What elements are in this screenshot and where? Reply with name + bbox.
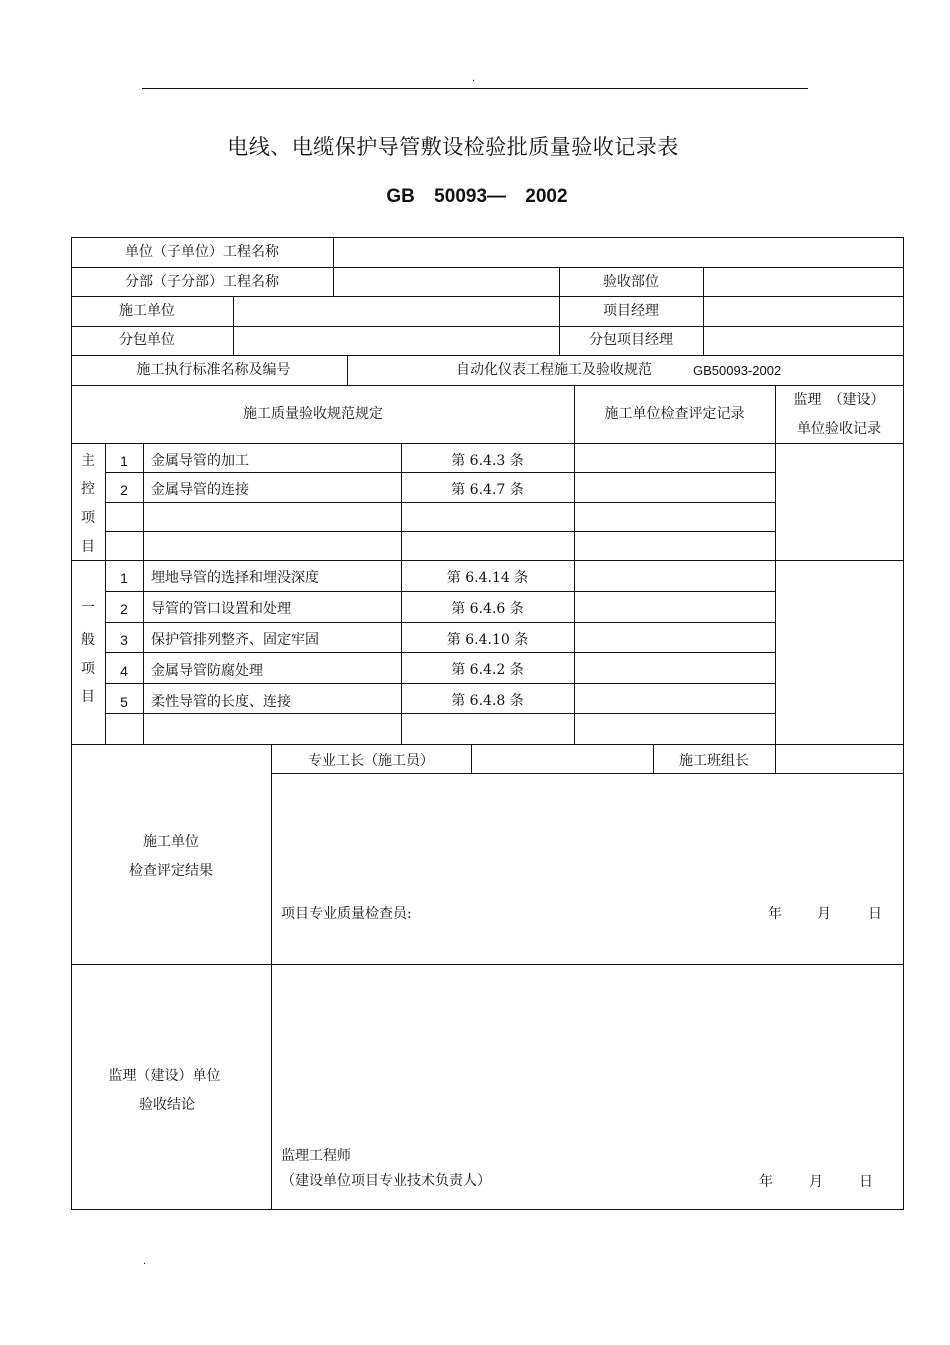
general-row-item: 埋地导管的选择和埋没深度: [151, 570, 319, 586]
general-row-number: 5: [120, 694, 128, 710]
supervision-column-header-line2: 单位验收记录: [797, 421, 881, 437]
standard-label: 施工执行标准名称及编号: [136, 362, 291, 378]
general-row-number: 4: [120, 663, 128, 679]
date-day: 日: [859, 1174, 873, 1190]
supervision-conclusion-label-line1: 监理（建设）单位: [108, 1068, 221, 1084]
owner-technical-lead-note: （建设单位项目专业技术负责人）: [281, 1173, 491, 1189]
main-row-number: 1: [120, 453, 128, 469]
spec-column-header: 施工质量验收规范规定: [243, 406, 383, 422]
main-row-clause: 第 6.4.3 条: [451, 453, 524, 469]
general-row-clause: 第 6.4.14 条: [446, 570, 529, 586]
check-record-column-header: 施工单位检查评定记录: [604, 406, 745, 422]
project-manager-label: 项目经理: [603, 303, 659, 319]
border-bottom: [71, 1209, 904, 1210]
construction-unit-label: 施工单位: [119, 303, 175, 319]
general-label-char: 目: [81, 689, 95, 705]
supervising-engineer-label: 监理工程师: [281, 1148, 351, 1164]
main-row-number: 2: [120, 482, 128, 498]
footer-dot: .: [143, 1256, 147, 1267]
main-control-label-char: 项: [81, 510, 95, 526]
general-label-char: 一: [81, 600, 95, 616]
quality-inspector-label: 项目专业质量检查员:: [281, 906, 412, 922]
construction-result-label-line2: 检查评定结果: [129, 863, 213, 879]
general-row-clause: 第 6.4.2 条: [451, 662, 524, 678]
main-control-label-char: 控: [81, 481, 95, 497]
border-top: [71, 237, 904, 238]
construction-result-label-line1: 施工单位: [143, 834, 199, 850]
general-label-char: 项: [81, 661, 95, 677]
general-row-number: 1: [120, 570, 128, 586]
supervision-column-header-line1: 监理 （建设）: [793, 392, 885, 408]
sub-project-manager-label: 分包项目经理: [589, 332, 673, 348]
date-month: 月: [817, 906, 831, 922]
general-row-item: 导管的管口设置和处理: [151, 601, 291, 617]
general-row-clause: 第 6.4.10 条: [446, 632, 529, 648]
subcontractor-label: 分包单位: [119, 332, 175, 348]
border-left: [71, 237, 72, 1210]
general-row-item: 保护管排列整齐、固定牢固: [151, 632, 319, 648]
acceptance-part-label: 验收部位: [603, 274, 659, 290]
main-row-clause: 第 6.4.7 条: [451, 482, 524, 498]
main-row-item: 金属导管的连接: [151, 482, 249, 498]
date-day: 日: [868, 906, 882, 922]
standard-code: GB 50093— 2002: [386, 186, 568, 207]
supervision-conclusion-label-line2: 验收结论: [139, 1097, 195, 1113]
date-year: 年: [768, 906, 782, 922]
general-row-number: 3: [120, 632, 128, 648]
general-row-item: 柔性导管的长度、连接: [151, 694, 291, 710]
main-row-item: 金属导管的加工: [151, 453, 249, 469]
main-control-label-char: 目: [81, 539, 95, 555]
team-leader-label: 施工班组长: [679, 753, 749, 769]
general-row-number: 2: [120, 601, 128, 617]
foreman-label: 专业工长（施工员）: [308, 753, 434, 769]
inspection-form-table: [71, 237, 904, 1210]
date-month: 月: [809, 1174, 823, 1190]
border-right: [903, 237, 904, 1210]
header-dot: .: [472, 73, 476, 84]
main-control-label-char: 主: [81, 453, 95, 469]
page-title: 电线、电缆保护导管敷设检验批质量验收记录表: [227, 135, 679, 159]
header-rule: [142, 88, 808, 89]
sub-project-label: 分部（子分部）工程名称: [125, 274, 279, 290]
standard-name: 自动化仪表工程施工及验收规范: [456, 362, 652, 378]
unit-project-label: 单位（子单位）工程名称: [125, 244, 279, 260]
general-row-item: 金属导管防腐处理: [151, 663, 263, 679]
standard-number: GB50093-2002: [693, 363, 782, 378]
general-row-clause: 第 6.4.8 条: [451, 693, 524, 709]
general-row-clause: 第 6.4.6 条: [451, 601, 524, 617]
date-year: 年: [759, 1174, 773, 1190]
general-label-char: 般: [81, 632, 95, 648]
